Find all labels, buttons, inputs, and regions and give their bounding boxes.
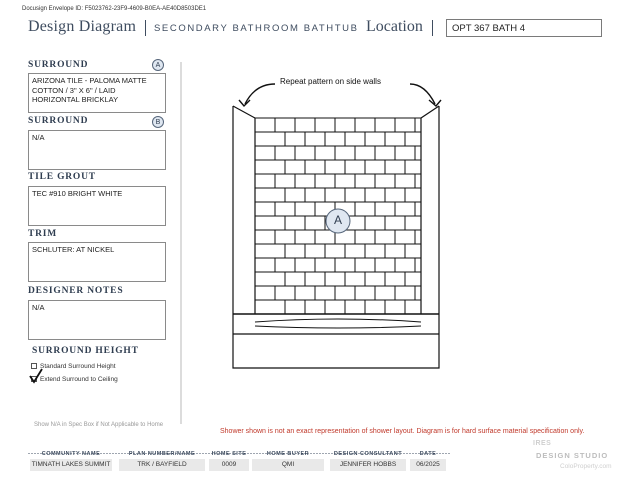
buyer-label: HOME BUYER: [266, 451, 310, 457]
watermark-line1: IRES: [533, 440, 552, 447]
diagram-marker-a: A: [333, 213, 342, 227]
option-extend-ceiling[interactable]: [31, 376, 118, 383]
watermark-line3: ColoProperty.com: [560, 463, 612, 470]
checkmark-icon: [29, 368, 43, 384]
surround-height-heading: SURROUND HEIGHT: [32, 346, 139, 356]
designer-notes-field: N/A: [28, 300, 166, 340]
consultant-value: JENNIFER HOBBS: [330, 459, 406, 471]
title-separator: [145, 20, 146, 36]
tile-grout-heading: TILE GROUT: [28, 172, 96, 182]
trim-field: SCHLUTER: AT NICKEL: [28, 242, 166, 282]
date-value: 06/2025: [410, 459, 446, 471]
date-label: DATE: [419, 451, 437, 457]
column-divider: [180, 62, 182, 424]
surround-a-field: ARIZONA TILE - PALOMA MATTE COTTON / 3" X 6" / LAID HORIZONTAL BRICKLAY: [28, 73, 166, 113]
watermark-line2: DESIGN STUDIO: [536, 451, 609, 460]
location-label: Location: [366, 18, 423, 35]
page-title: Design Diagram: [28, 18, 137, 35]
homesite-value: 0009: [209, 459, 249, 471]
envelope-id: Docusign Envelope ID: F5023762-23F9-4609-B0EA-AE40D8503DE1: [22, 6, 207, 12]
trim-heading: TRIM: [28, 229, 58, 239]
community-value: TIMNATH LAKES SUMMIT: [30, 459, 112, 471]
extend-ceiling-checkbox[interactable]: [31, 376, 37, 382]
plan-value: TRK / BAYFIELD: [119, 459, 205, 471]
designer-notes-heading: DESIGNER NOTES: [28, 286, 124, 296]
homesite-label: HOME SITE: [211, 451, 247, 457]
surround-b-heading: SURROUND: [28, 116, 89, 126]
location-field: OPT 367 BATH 4: [446, 19, 602, 37]
surround-a-heading: SURROUND: [28, 60, 89, 70]
extend-ceiling-label: Extend Surround to Ceiling: [40, 376, 118, 383]
helper-note: Show N/A in Spec Box if Not Applicable to Home: [34, 422, 164, 428]
community-label: COMMUNITY NAME: [41, 451, 101, 457]
surround-b-field: N/A: [28, 130, 166, 170]
option-standard-height[interactable]: [31, 363, 116, 370]
location-separator: [432, 20, 433, 36]
plan-label: PLAN NUMBER/NAME: [128, 451, 196, 457]
standard-height-label: Standard Surround Height: [40, 363, 116, 370]
consultant-label: DESIGN CONSULTANT: [333, 451, 403, 457]
surround-a-badge: A: [152, 59, 164, 71]
surround-b-badge: B: [152, 116, 164, 128]
tile-grout-field: TEC #910 BRIGHT WHITE: [28, 186, 166, 226]
diagram-callout: Repeat pattern on side walls: [280, 77, 381, 86]
buyer-value: QMI: [252, 459, 324, 471]
disclaimer: Shower shown is not an exact representation of shower layout. Diagram is for hard surface material specification only.: [220, 428, 585, 435]
page-subtitle: SECONDARY BATHROOM BATHTUB: [154, 23, 359, 34]
